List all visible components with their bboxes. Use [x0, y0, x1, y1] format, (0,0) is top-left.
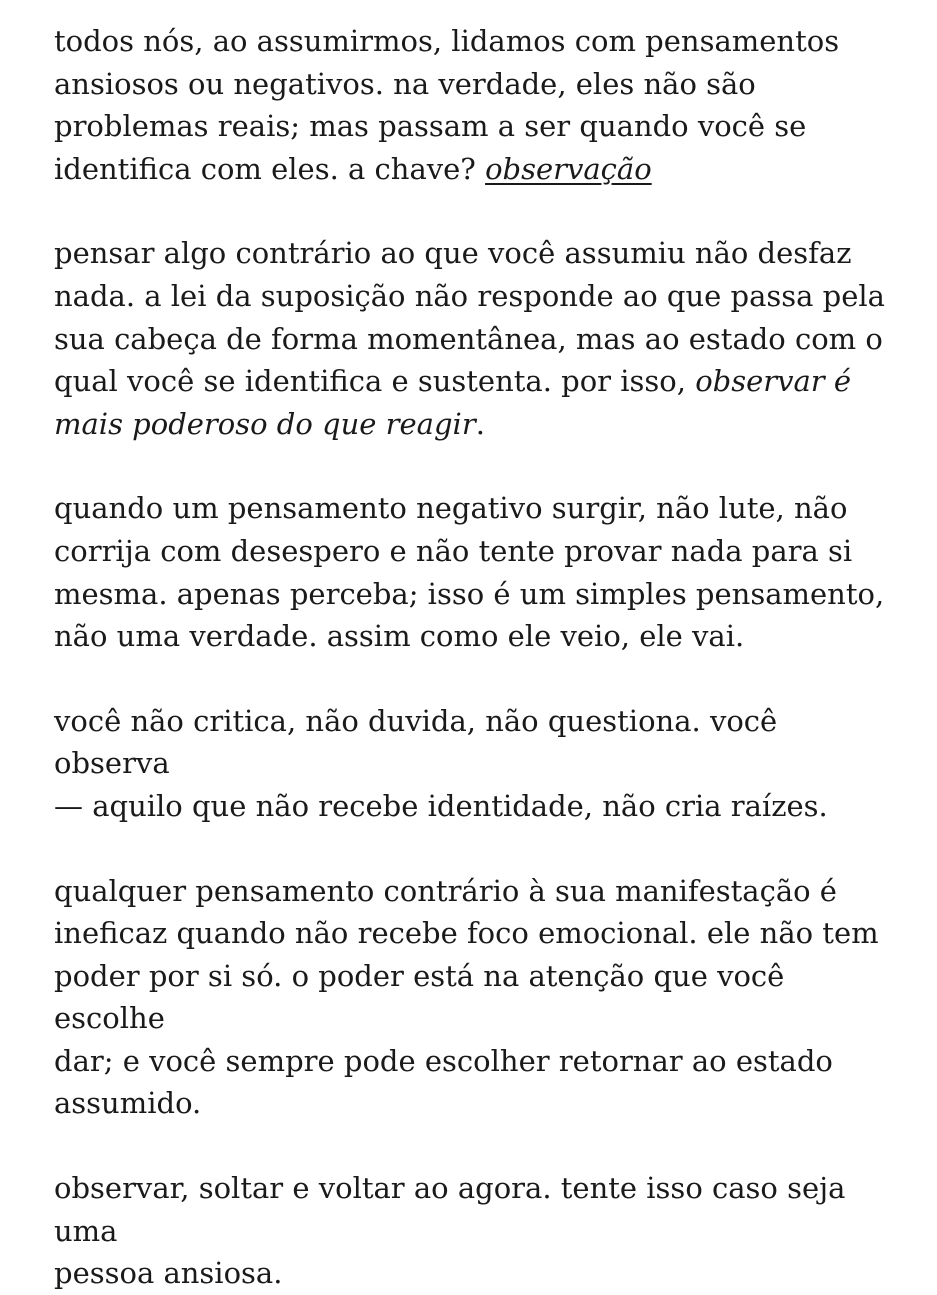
observar-emphasis: observar é mais poderoso do que reagir: [54, 364, 852, 441]
paragraph-6: [54, 1167, 897, 1295]
paragraph-6-text: observar, soltar e voltar ao agora. tente isso caso seja uma pessoa ansiosa.: [54, 1171, 846, 1291]
paragraph-5: [54, 870, 897, 1126]
paragraph-5-text: qualquer pensamento contrário à sua manifestação é ineficaz quando não recebe foco emocional. ele não tem poder por si só. o poder está na atenção que você escolhe dar; e você sempre pode escolher retornar ao estado assumido.: [54, 873, 879, 1121]
paragraph-2: [54, 232, 897, 445]
paragraph-2-text: pensar algo contrário ao que você assumiu não desfaz nada. a lei da suposição não responde ao que passa pela sua cabeça de forma momentânea, mas ao estado com o qual você se identifica e sustenta. por isso,: [54, 236, 885, 399]
observacao-emphasis: observação: [485, 151, 652, 186]
paragraph-2-period: .: [475, 406, 485, 441]
paragraph-1: [54, 20, 897, 190]
paragraph-4: [54, 700, 897, 828]
paragraph-3-text: quando um pensamento negativo surgir, não lute, não corrija com desespero e não tente provar nada para si mesma. apenas perceba; isso é um simples pensamento, não uma verdade. assim como ele veio, ele vai.: [54, 491, 885, 654]
paragraph-4-text: você não critica, não duvida, não questiona. você observa — aquilo que não recebe identidade, não cria raízes.: [54, 703, 828, 823]
paragraph-1-text: todos nós, ao assumirmos, lidamos com pensamentos ansiosos ou negativos. na verdade, eles não são problemas reais; mas passam a ser quando você se identifica com eles. a chave?: [54, 24, 840, 186]
paragraph-3: [54, 487, 897, 657]
